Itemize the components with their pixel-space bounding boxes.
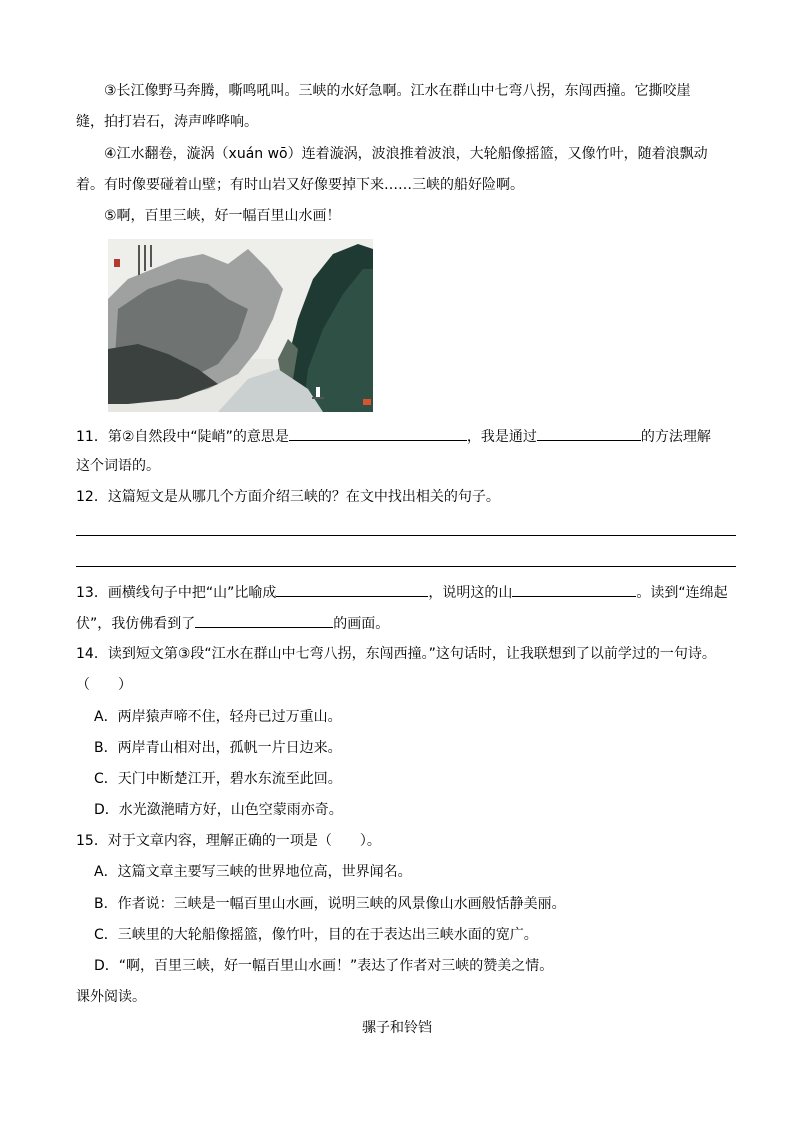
question-15-option-a[interactable]: A．这篇文章主要写三峡的世界地位高，世界闻名。 — [94, 864, 412, 880]
question-13 — [76, 582, 728, 602]
paragraph-3-line-2: 缝，拍打岩石，涛声哗哗响。 — [76, 114, 258, 130]
question-11 — [76, 426, 711, 446]
paragraph-3-line-1: ③长江像野马奔腾，嘶鸣吼叫。三峡的水好急啊。江水在群山中七弯八拐，东闯西撞。它撕咬崖 — [104, 83, 691, 99]
question-12: 12．这篇短文是从哪几个方面介绍三峡的？在文中找出相关的句子。 — [76, 489, 500, 505]
question-13-blank-3[interactable] — [195, 613, 333, 628]
answer-line-1[interactable] — [76, 535, 736, 536]
extra-reading-title: 骡子和铃铛 — [362, 1020, 432, 1036]
extra-reading-heading: 课外阅读。 — [76, 989, 146, 1005]
question-14-option-b[interactable]: B．两岸青山相对出，孤帆一片日边来。 — [94, 740, 342, 756]
question-15: 15．对于文章内容，理解正确的一项是（ ）。 — [76, 833, 381, 849]
question-14-answer-paren[interactable]: （ ） — [76, 677, 132, 693]
question-13-text-c: 。读到“连绵起 — [636, 585, 728, 601]
question-11-text-c: 的方法理解 — [640, 429, 711, 445]
question-13-blank-1[interactable] — [276, 582, 428, 597]
question-13-text-b: ，说明这的山 — [428, 585, 513, 601]
question-11-line-2: 这个词语的。 — [76, 458, 160, 474]
question-15-option-b[interactable]: B．作者说：三峡是一幅百里山水画，说明三峡的风景像山水画般恬静美丽。 — [94, 896, 566, 912]
question-11-text-b: ，我是通过 — [466, 429, 537, 445]
question-15-option-c[interactable]: C．三峡里的大轮船像摇篮，像竹叶，目的在于表达出三峡水面的宽广。 — [94, 927, 538, 943]
answer-line-2[interactable] — [76, 566, 736, 567]
question-14-option-d[interactable]: D．水光潋滟晴方好，山色空蒙雨亦奇。 — [94, 802, 343, 818]
question-13-line-2 — [76, 613, 389, 633]
question-11-blank-1[interactable] — [289, 426, 467, 441]
question-13-text-e: 的画面。 — [333, 616, 390, 632]
three-gorges-painting-image — [108, 239, 373, 412]
question-13-text-d: 伏”，我仿佛看到了 — [76, 616, 196, 632]
question-11-blank-2[interactable] — [537, 426, 641, 441]
paragraph-4-line-1: ④江水翻卷，漩涡（xuán wō）连着漩涡，波浪推着波浪，大轮船像摇篮，又像竹叶，随着浪飘动 — [104, 146, 708, 162]
question-15-option-d[interactable]: D．“啊，百里三峡，好一幅百里山水画！”表达了作者对三峡的赞美之情。 — [94, 958, 554, 974]
paragraph-4-line-2: 着。有时像要碰着山壁；有时山岩又好像要掉下来……三峡的船好险啊。 — [76, 177, 524, 193]
question-14: 14．读到短文第③段“江水在群山中七弯八拐，东闯西撞。”这句话时，让我联想到了以前学过的一句诗。 — [76, 646, 716, 662]
question-11-text-a: 11．第②自然段中“陡峭”的意思是 — [76, 429, 289, 445]
question-14-option-a[interactable]: A．两岸猿声啼不住，轻舟已过万重山。 — [94, 709, 342, 725]
question-13-blank-2[interactable] — [512, 582, 636, 597]
paragraph-5: ⑤啊，百里三峡，好一幅百里山水画！ — [104, 208, 341, 224]
question-14-option-c[interactable]: C．天门中断楚江开，碧水东流至此回。 — [94, 771, 342, 787]
question-13-text-a: 13．画横线句子中把“山”比喻成 — [76, 585, 277, 601]
